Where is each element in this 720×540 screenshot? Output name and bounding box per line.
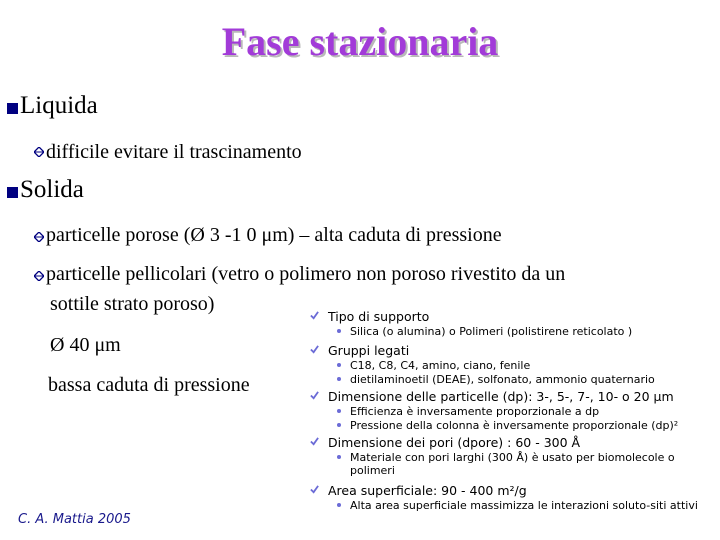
dot-bullet-icon [337, 423, 341, 427]
list-subitem-text: Silica (o alumina) o Polimeri (polistirene reticolato ) [350, 325, 633, 338]
support-details-list [310, 306, 715, 512]
list-item-label: Area superficiale: 90 - 400 m²/g [328, 483, 527, 498]
slide-title: Fase stazionaria [221, 19, 499, 64]
dot-bullet-icon [337, 329, 341, 333]
list-subitem [310, 405, 715, 418]
list-subitem-text: dietilaminoetil (DEAE), solfonato, ammonio quaternario [350, 373, 655, 386]
check-bullet-icon [310, 345, 319, 354]
solida-point-porose: particelle porose (Ø 3 -1 0 μm) – alta caduta di pressione [46, 224, 502, 246]
list-subitem [310, 419, 715, 432]
list-subitem [310, 359, 715, 372]
diamond-bullet-icon [34, 232, 44, 242]
list-item-label: Dimensione delle particelle (dp): 3-, 5-, 7-, 10- o 20 μm [328, 389, 674, 404]
list-item [310, 309, 715, 324]
list-item-label: Gruppi legati [328, 343, 410, 358]
diamond-bullet-icon [34, 147, 44, 157]
list-item-label: Dimensione dei pori (dpore) : 60 - 300 Å [328, 435, 581, 450]
list-subitem-text: Alta area superficiale massimizza le interazioni soluto-siti attivi [350, 499, 698, 512]
list-subitem-text: Efficienza è inversamente proporzionale a dp [350, 405, 600, 418]
check-bullet-icon [310, 391, 319, 400]
list-item [310, 343, 715, 358]
list-subitem [310, 325, 715, 338]
dot-bullet-icon [337, 455, 341, 459]
solida-point-pellicolari-cont: sottile strato poroso) [50, 293, 215, 315]
list-item [310, 389, 715, 404]
list-subitem [310, 373, 715, 386]
diameter-text: Ø 40 μm [50, 334, 121, 356]
check-bullet-icon [310, 311, 319, 320]
dot-bullet-icon [337, 377, 341, 381]
author-footer: C. A. Mattia 2005 [18, 512, 131, 527]
pressure-text: bassa caduta di pressione [48, 374, 250, 396]
list-item [310, 435, 715, 450]
list-subitem [310, 451, 715, 477]
check-bullet-icon [310, 485, 319, 494]
dot-bullet-icon [337, 503, 341, 507]
heading-liquida: Liquida [20, 92, 98, 119]
liquida-point: difficile evitare il trascinamento [46, 141, 302, 163]
solida-point-pellicolari: particelle pellicolari (vetro o polimero non poroso rivestito da un [46, 263, 566, 285]
list-item [310, 483, 715, 498]
dot-bullet-icon [337, 409, 341, 413]
list-item-label: Tipo di supporto [328, 309, 430, 324]
check-bullet-icon [310, 437, 319, 446]
square-bullet-icon [7, 187, 18, 198]
list-subitem-text: Materiale con pori larghi (300 Å) è usato per biomolecole o polimeri [350, 451, 675, 477]
square-bullet-icon [7, 103, 18, 114]
dot-bullet-icon [337, 363, 341, 367]
diamond-bullet-icon [34, 271, 44, 281]
list-subitem-text: Pressione della colonna è inversamente proporzionale (dp)² [350, 419, 679, 432]
heading-solida: Solida [20, 176, 84, 203]
list-subitem-text: C18, C8, C4, amino, ciano, fenile [350, 359, 531, 372]
list-subitem [310, 499, 715, 512]
